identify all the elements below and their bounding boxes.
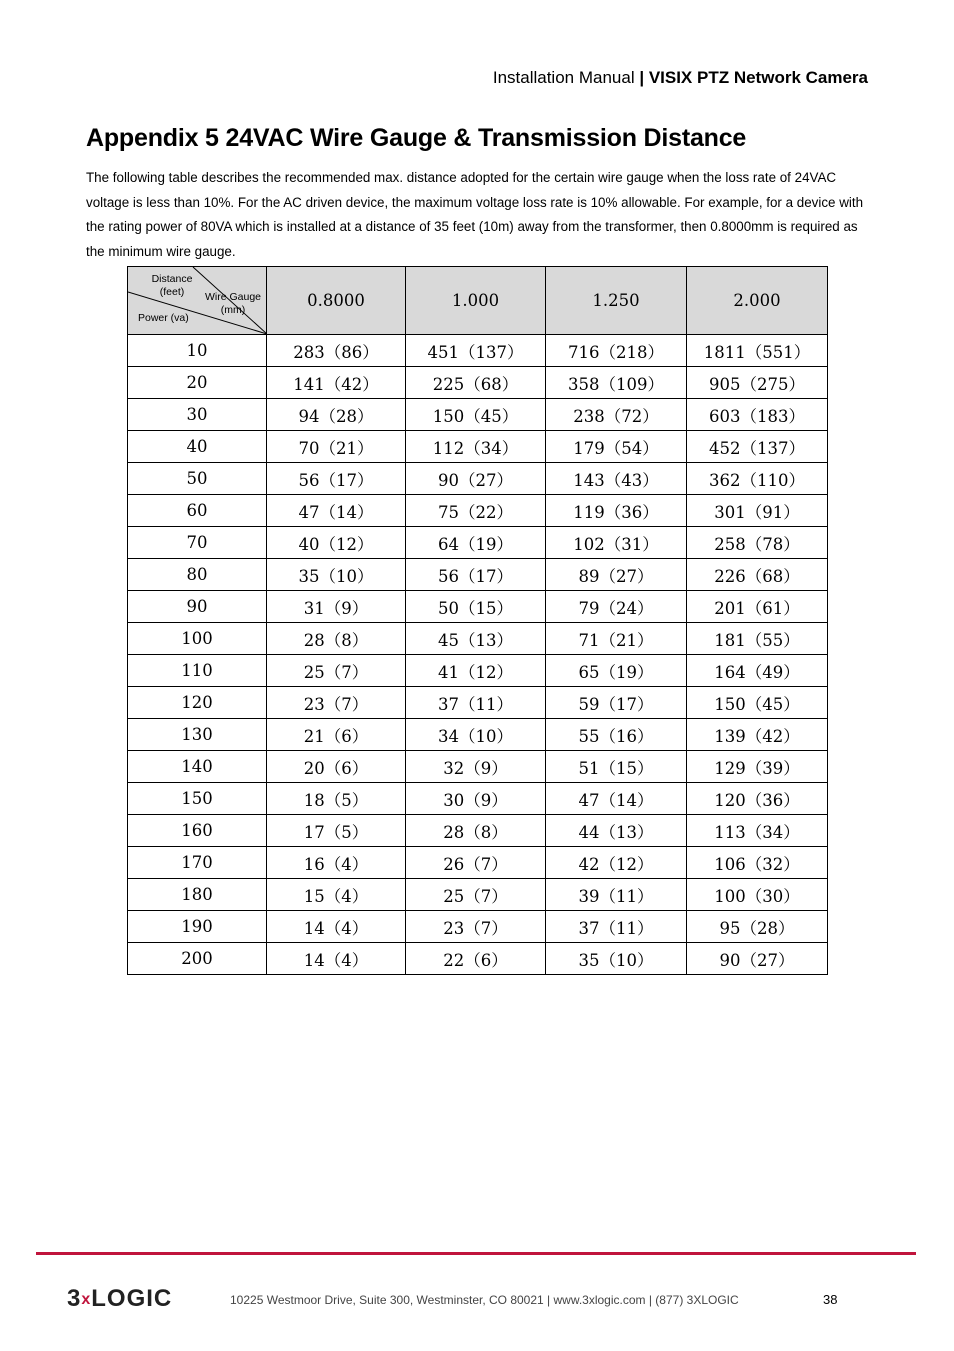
distance-cell: 120（36） xyxy=(687,783,828,815)
row-power-cell: 200 xyxy=(128,943,267,975)
distance-cell: 181（55） xyxy=(687,623,828,655)
distance-cell: 30（9） xyxy=(406,783,546,815)
distance-cell: 358（109） xyxy=(546,367,687,399)
distance-cell: 39（11） xyxy=(546,879,687,911)
distance-cell: 37（11） xyxy=(406,687,546,719)
distance-cell: 18（5） xyxy=(267,783,406,815)
distance-cell: 28（8） xyxy=(406,815,546,847)
header-product-name: VISIX PTZ Network Camera xyxy=(648,68,868,87)
distance-cell: 150（45） xyxy=(687,687,828,719)
distance-cell: 225（68） xyxy=(406,367,546,399)
table-row xyxy=(128,815,828,847)
table-row xyxy=(128,751,828,783)
distance-cell: 32（9） xyxy=(406,751,546,783)
distance-cell: 100（30） xyxy=(687,879,828,911)
table-row xyxy=(128,943,828,975)
distance-cell: 14（4） xyxy=(267,943,406,975)
table-row xyxy=(128,687,828,719)
distance-cell: 23（7） xyxy=(267,687,406,719)
table-row xyxy=(128,655,828,687)
table-row xyxy=(128,719,828,751)
distance-cell: 17（5） xyxy=(267,815,406,847)
table-row xyxy=(128,527,828,559)
corner-power-label: Power (va) xyxy=(138,312,189,324)
distance-cell: 238（72） xyxy=(546,399,687,431)
distance-cell: 35（10） xyxy=(546,943,687,975)
distance-cell: 51（15） xyxy=(546,751,687,783)
row-power-cell: 130 xyxy=(128,719,267,751)
row-power-cell: 30 xyxy=(128,399,267,431)
distance-cell: 143（43） xyxy=(546,463,687,495)
distance-cell: 139（42） xyxy=(687,719,828,751)
distance-cell: 106（32） xyxy=(687,847,828,879)
distance-cell: 21（6） xyxy=(267,719,406,751)
distance-cell: 47（14） xyxy=(546,783,687,815)
row-power-cell: 120 xyxy=(128,687,267,719)
row-power-cell: 180 xyxy=(128,879,267,911)
column-header-gauge: 1.000 xyxy=(406,267,546,335)
distance-cell: 64（19） xyxy=(406,527,546,559)
corner-gauge-label: Wire Gauge (mm) xyxy=(204,291,262,316)
distance-cell: 50（15） xyxy=(406,591,546,623)
table-row xyxy=(128,847,828,879)
running-header xyxy=(493,68,868,88)
distance-cell: 26（7） xyxy=(406,847,546,879)
distance-cell: 1811（551） xyxy=(687,335,828,367)
column-header-gauge: 0.8000 xyxy=(267,267,406,335)
table-row xyxy=(128,431,828,463)
distance-cell: 25（7） xyxy=(406,879,546,911)
distance-cell: 201（61） xyxy=(687,591,828,623)
distance-cell: 179（54） xyxy=(546,431,687,463)
row-power-cell: 110 xyxy=(128,655,267,687)
row-power-cell: 10 xyxy=(128,335,267,367)
distance-cell: 716（218） xyxy=(546,335,687,367)
distance-cell: 603（183） xyxy=(687,399,828,431)
row-power-cell: 70 xyxy=(128,527,267,559)
distance-cell: 451（137） xyxy=(406,335,546,367)
distance-cell: 141（42） xyxy=(267,367,406,399)
distance-cell: 59（17） xyxy=(546,687,687,719)
distance-cell: 90（27） xyxy=(406,463,546,495)
footer-rule xyxy=(36,1252,916,1255)
distance-cell: 56（17） xyxy=(267,463,406,495)
row-power-cell: 50 xyxy=(128,463,267,495)
table-row xyxy=(128,463,828,495)
table-row xyxy=(128,783,828,815)
intro-paragraph: The following table describes the recommended max. distance adopted for the certain wire gauge when the loss rate of 24VAC voltage is less than 10%. For the AC driven device, the maximum voltage loss rate is 10% allowable. For example, for a device with the rating power of 80VA which is installed at a distance of 35 feet (10m) away from the transformer, then 0.8000mm is required as the minimum wire gauge. xyxy=(86,170,864,260)
table-row xyxy=(128,591,828,623)
table-row xyxy=(128,623,828,655)
row-power-cell: 150 xyxy=(128,783,267,815)
distance-cell: 47（14） xyxy=(267,495,406,527)
distance-cell: 89（27） xyxy=(546,559,687,591)
table-body xyxy=(128,335,828,975)
distance-cell: 95（28） xyxy=(687,911,828,943)
row-power-cell: 80 xyxy=(128,559,267,591)
table-header-row xyxy=(128,267,828,335)
distance-cell: 23（7） xyxy=(406,911,546,943)
row-power-cell: 100 xyxy=(128,623,267,655)
distance-cell: 283（86） xyxy=(267,335,406,367)
distance-cell: 16（4） xyxy=(267,847,406,879)
distance-cell: 258（78） xyxy=(687,527,828,559)
company-logo: 3xLOGIC xyxy=(67,1285,173,1312)
distance-cell: 34（10） xyxy=(406,719,546,751)
corner-distance-label: Distance (feet) xyxy=(151,273,193,298)
distance-cell: 113（34） xyxy=(687,815,828,847)
distance-cell: 20（6） xyxy=(267,751,406,783)
column-header-gauge: 1.250 xyxy=(546,267,687,335)
distance-cell: 94（28） xyxy=(267,399,406,431)
distance-cell: 22（6） xyxy=(406,943,546,975)
table-corner-cell xyxy=(128,267,267,335)
wire-gauge-table xyxy=(127,266,828,975)
row-power-cell: 90 xyxy=(128,591,267,623)
column-header-gauge: 2.000 xyxy=(687,267,828,335)
distance-cell: 44（13） xyxy=(546,815,687,847)
table-row xyxy=(128,559,828,591)
distance-cell: 56（17） xyxy=(406,559,546,591)
distance-cell: 35（10） xyxy=(267,559,406,591)
table-row xyxy=(128,399,828,431)
distance-cell: 37（11） xyxy=(546,911,687,943)
distance-cell: 452（137） xyxy=(687,431,828,463)
table-row xyxy=(128,495,828,527)
distance-cell: 129（39） xyxy=(687,751,828,783)
distance-cell: 226（68） xyxy=(687,559,828,591)
distance-cell: 905（275） xyxy=(687,367,828,399)
row-power-cell: 140 xyxy=(128,751,267,783)
table-row xyxy=(128,879,828,911)
distance-cell: 301（91） xyxy=(687,495,828,527)
distance-cell: 55（16） xyxy=(546,719,687,751)
header-manual-label: Installation Manual xyxy=(492,68,635,87)
distance-cell: 45（13） xyxy=(406,623,546,655)
distance-cell: 31（9） xyxy=(267,591,406,623)
distance-cell: 40（12） xyxy=(267,527,406,559)
distance-cell: 70（21） xyxy=(267,431,406,463)
page-title: Appendix 5 24VAC Wire Gauge & Transmission Distance xyxy=(86,124,747,152)
table-row xyxy=(128,335,828,367)
row-power-cell: 160 xyxy=(128,815,267,847)
row-power-cell: 60 xyxy=(128,495,267,527)
header-separator: | xyxy=(634,68,649,87)
distance-cell: 41（12） xyxy=(406,655,546,687)
distance-cell: 42（12） xyxy=(546,847,687,879)
row-power-cell: 20 xyxy=(128,367,267,399)
distance-cell: 15（4） xyxy=(267,879,406,911)
row-power-cell: 40 xyxy=(128,431,267,463)
table-row xyxy=(128,911,828,943)
distance-cell: 71（21） xyxy=(546,623,687,655)
table-row xyxy=(128,367,828,399)
distance-cell: 362（110） xyxy=(687,463,828,495)
distance-cell: 119（36） xyxy=(546,495,687,527)
distance-cell: 75（22） xyxy=(406,495,546,527)
distance-cell: 112（34） xyxy=(406,431,546,463)
distance-cell: 25（7） xyxy=(267,655,406,687)
distance-cell: 102（31） xyxy=(546,527,687,559)
distance-cell: 90（27） xyxy=(687,943,828,975)
row-power-cell: 170 xyxy=(128,847,267,879)
distance-cell: 150（45） xyxy=(406,399,546,431)
distance-cell: 164（49） xyxy=(687,655,828,687)
page-number: 38 xyxy=(823,1292,838,1307)
distance-cell: 28（8） xyxy=(267,623,406,655)
footer-address: 10225 Westmoor Drive, Suite 300, Westminster, CO 80021 | www.3xlogic.com | (877) 3XLOGIC xyxy=(230,1293,739,1307)
row-power-cell: 190 xyxy=(128,911,267,943)
distance-cell: 65（19） xyxy=(546,655,687,687)
distance-cell: 79（24） xyxy=(546,591,687,623)
distance-cell: 14（4） xyxy=(267,911,406,943)
